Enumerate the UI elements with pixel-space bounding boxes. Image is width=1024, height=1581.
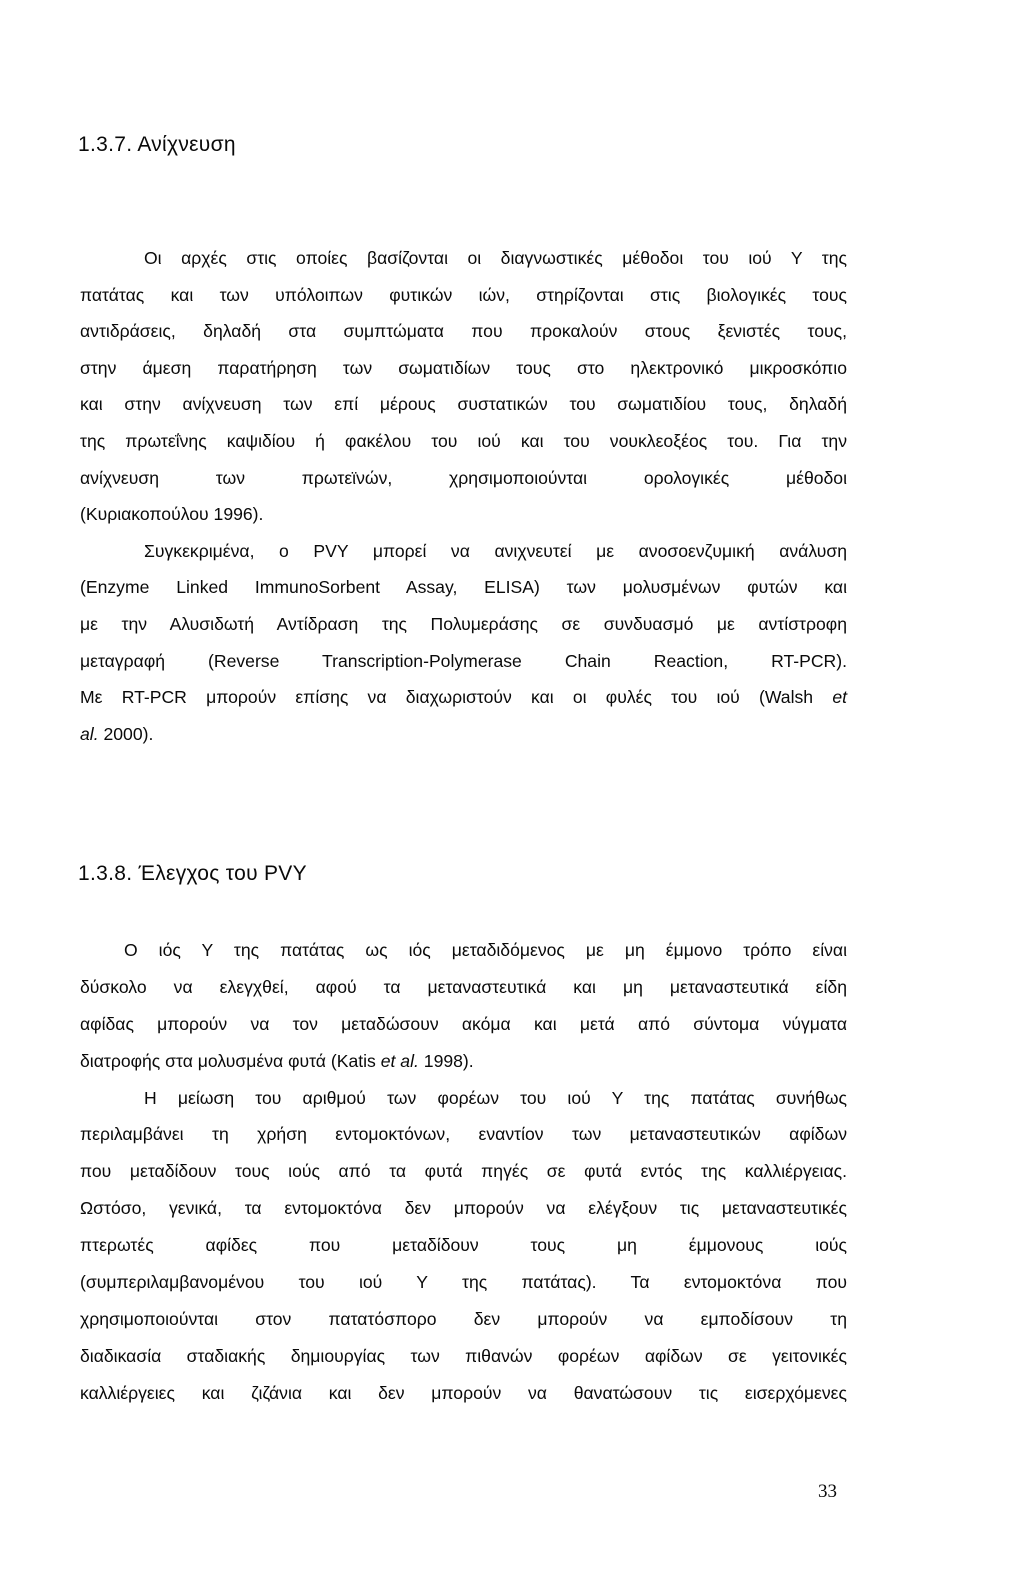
- text-line: στην άμεση παρατήρηση των σωματιδίων τους στο ηλεκτρονικό μικροσκόπιο: [80, 357, 847, 378]
- citation-year: 2000).: [98, 723, 154, 744]
- section-heading-pvy-control: 1.3.8. Έλεγχος του PVY: [78, 862, 307, 885]
- text-line: Ο ιός Υ της πατάτας ως ιός μεταδιδόμενος με μη έμμονο τρόπο είναι: [124, 940, 847, 960]
- citation-et-al: et al.: [380, 1050, 419, 1071]
- text-line: Συγκεκριμένα, ο PVY μπορεί να ανιχνευτεί με ανοσοενζυμική ανάλυση: [144, 540, 847, 561]
- text-line: χρησιμοποιούνται στον πατατόσπορο δεν μπορούν να εμποδίσουν τη: [80, 1308, 847, 1329]
- citation-year: 1998).: [418, 1050, 474, 1071]
- page-number: 33: [818, 1481, 837, 1502]
- text-line: περιλαμβάνει τη χρήση εντομοκτόνων, εναντίον των μεταναστευτικών αφίδων: [80, 1124, 847, 1145]
- citation-et: et: [832, 687, 847, 708]
- citation-text: Με RT-PCR μπορούν επίσης να διαχωριστούν και οι φυλές του ιού (Walsh: [80, 687, 814, 708]
- text-line: (Κυριακοπούλου 1996).: [80, 504, 264, 525]
- text-line: που μεταδίδουν τους ιούς από τα φυτά πηγές σε φυτά εντός της καλλιέργειας.: [80, 1161, 847, 1182]
- text-line-with-citation: [80, 1043, 847, 1080]
- text-line: ανίχνευση των πρωτεϊνών, χρησιμοποιούνται ορολογικές μέθοδοι: [80, 467, 847, 488]
- text-line: (συμπεριλαμβανομένου του ιού Υ της πατάτας). Τα εντομοκτόνα που: [80, 1272, 847, 1293]
- section-body-detection: [80, 240, 847, 752]
- text-line: μεταγραφή (Reverse Transcription-Polymerase Chain Reaction, RT-PCR).: [80, 650, 847, 671]
- text-line-with-citation: [80, 679, 847, 716]
- text-line-with-citation: [80, 716, 847, 753]
- text-line: πτερωτές αφίδες που μεταδίδουν τους μη έμμονους ιούς: [80, 1235, 847, 1256]
- text-line: δύσκολο να ελεγχθεί, αφού τα μεταναστευτικά και μη μεταναστευτικά είδη: [80, 976, 847, 997]
- text-line: της πρωτεΐνης καψιδίου ή φακέλου του ιού και του νουκλεοξέος του. Για την: [80, 430, 847, 451]
- section-body-pvy-control: [80, 932, 847, 1412]
- text-line: και στην ανίχνευση των επί μέρους συστατικών του σωματιδίου τους, δηλαδή: [80, 394, 847, 415]
- citation-al: al.: [80, 723, 99, 744]
- citation-prefix: διατροφής στα μολυσμένα φυτά (Katis: [80, 1050, 381, 1071]
- text-line: καλλιέργειες και ζιζάνια και δεν μπορούν να θανατώσουν τις εισερχόμενες: [80, 1382, 847, 1403]
- text-line: αφίδας μπορούν να τον μεταδώσουν ακόμα και μετά από σύντομα νύγματα: [80, 1013, 847, 1034]
- text-line: διαδικασία σταδιακής δημιουργίας των πιθανών φορέων αφίδων σε γειτονικές: [80, 1345, 847, 1366]
- text-line: Οι αρχές στις οποίες βασίζονται οι διαγνωστικές μέθοδοι του ιού Υ της: [144, 248, 847, 268]
- text-line: πατάτας και των υπόλοιπων φυτικών ιών, στηρίζονται στις βιολογικές τους: [80, 284, 847, 305]
- text-line: Ωστόσο, γενικά, τα εντομοκτόνα δεν μπορούν να ελέγξουν τις μεταναστευτικές: [80, 1198, 847, 1219]
- text-line: (Enzyme Linked ImmunoSorbent Assay, ELISA) των μολυσμένων φυτών και: [80, 577, 847, 598]
- text-line: αντιδράσεις, δηλαδή στα συμπτώματα που προκαλούν στους ξενιστές τους,: [80, 321, 847, 342]
- section-heading-detection: 1.3.7. Ανίχνευση: [78, 133, 236, 156]
- text-line: με την Αλυσιδωτή Αντίδραση της Πολυμεράσης σε συνδυασμό με αντίστροφη: [80, 613, 847, 634]
- text-line: Η μείωση του αριθμού των φορέων του ιού Υ της πατάτας συνήθως: [144, 1087, 847, 1108]
